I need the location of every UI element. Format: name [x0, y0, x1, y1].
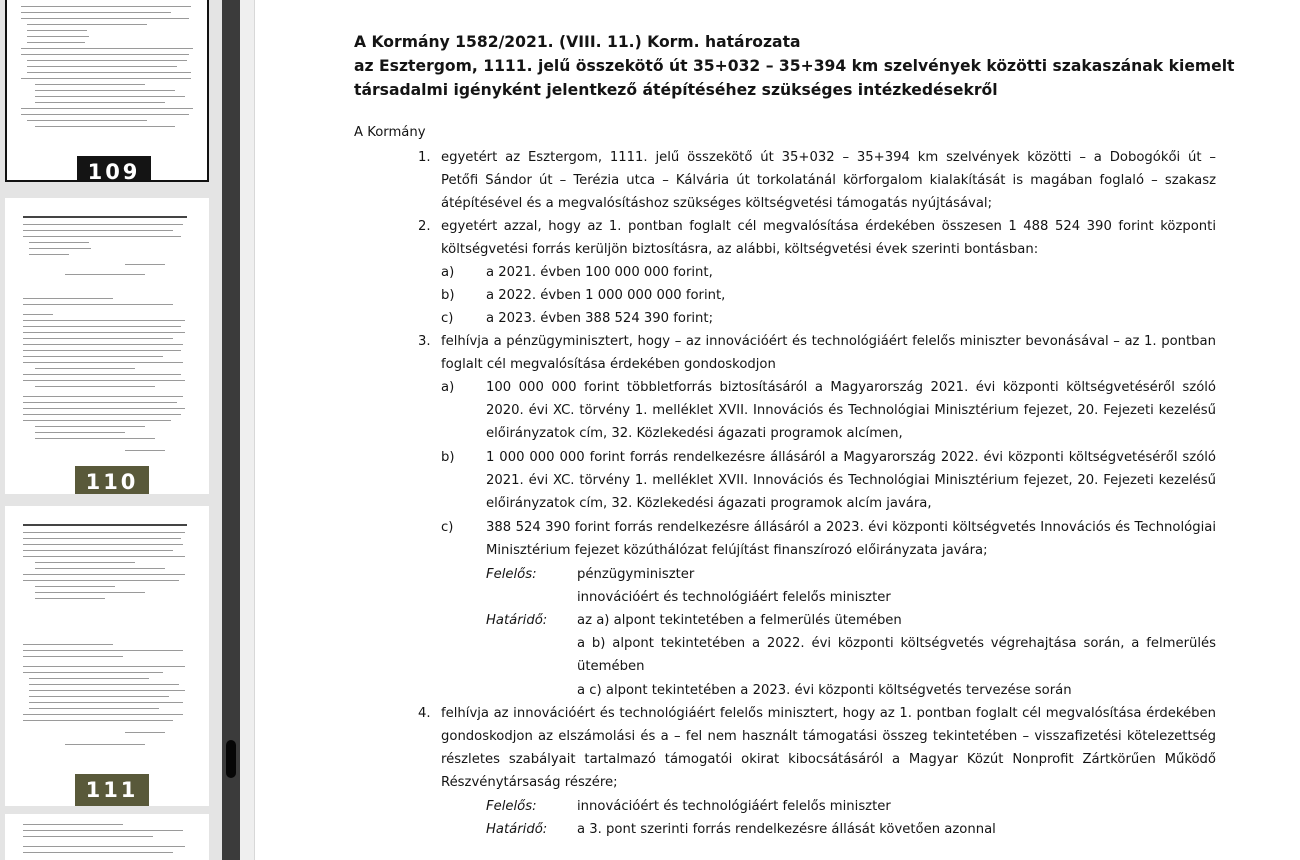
title-line: az Esztergom, 1111. jelű összekötő út 35+032 – 35+394 km szelvények közötti szakaszának kiemelt — [354, 57, 1235, 75]
thumbnail-sidebar — [0, 0, 222, 860]
sub-item-letter: b) — [441, 450, 455, 465]
item-text-line: foglalt cél megvalósítása érdekében gondoskodjon — [441, 357, 776, 372]
intro-text: A Kormány — [354, 125, 426, 140]
item-text-line: Petőfi Sándor út – Terézia utca – Kálvária út torkolatánál körforgalom kialakítását is magában foglaló – szakasz — [441, 173, 1216, 188]
item-number: 3. — [418, 334, 431, 349]
item-number: 1. — [418, 150, 431, 165]
item-text-line: költségvetési forrás kerüljön biztosításra, az alábbi, költségvetési évek szerinti bontásban: — [441, 242, 1039, 257]
responsible-value: innovációért és technológiáért felelős miniszter — [577, 590, 891, 605]
responsible-value: innovációért és technológiáért felelős miniszter — [577, 799, 891, 814]
item-text-line: részletes szabályait tartalmazó támogatói okirat kibocsátásáról a Magyar Közút Nonprofit Zártkörűen Működő — [441, 752, 1216, 767]
item-text-line: egyetért azzal, hogy az 1. pontban foglalt cél megvalósítása érdekében összesen 1 488 524 390 forint központi — [441, 219, 1216, 234]
sub-item-text: előirányzatok cím, 32. Közlekedési ágazati programok alcím javára, — [486, 496, 932, 511]
page-gutter — [240, 0, 255, 860]
page-number-label: 109 — [77, 156, 151, 182]
page-thumbnail-109[interactable] — [5, 0, 209, 182]
deadline-value: ütemében — [577, 659, 645, 674]
sub-item-letter: c) — [441, 520, 454, 535]
deadline-value: a b) alpont tekintetében a 2022. évi központi költségvetés végrehajtása során, a felmerülés — [577, 636, 1216, 651]
document-page — [256, 0, 1300, 860]
item-text-line: felhívja az innovációért és technológiáért felelős minisztert, hogy az 1. pontban foglalt cél megvalósítása érdekében — [441, 706, 1216, 721]
sub-item-letter: a) — [441, 380, 455, 395]
sub-item-letter: c) — [441, 311, 454, 326]
item-text-line: Részvénytársaság részére; — [441, 775, 618, 790]
sub-item-text: a 2023. évben 388 524 390 forint; — [486, 311, 714, 326]
item-text-line: átépítésével és a megvalósításhoz szükséges költségvetési támogatás nyújtásával; — [441, 196, 993, 211]
responsible-label: Felelős: — [486, 799, 537, 814]
deadline-label: Határidő: — [486, 613, 548, 628]
document-title — [354, 30, 1235, 102]
sidebar-scrollbar[interactable] — [222, 0, 240, 860]
title-line: társadalmi igényként jelentkező átépítéséhez szükséges intézkedésekről — [354, 81, 998, 99]
item-text-line: egyetért az Esztergom, 1111. jelű összekötő út 35+032 – 35+394 km szelvények közötti – a Dobogókői út – — [441, 150, 1216, 165]
page-thumbnail-111[interactable] — [5, 506, 209, 806]
sub-item-letter: a) — [441, 265, 455, 280]
sub-item-text: a 2021. évben 100 000 000 forint, — [486, 265, 713, 280]
page-thumbnail-112[interactable] — [5, 814, 209, 860]
sub-item-text: a 2022. évben 1 000 000 000 forint, — [486, 288, 726, 303]
item-text-line: gondoskodjon az elszámolási és a – fel nem használt támogatási összeg tekintetében – visszafizetési kötelezettség — [441, 729, 1216, 744]
page-thumbnail-110[interactable] — [5, 198, 209, 494]
sub-item-text: Minisztérium fejezet közúthálózat felújítást finanszírozó előirányzata javára; — [486, 543, 988, 558]
sub-item-text: 388 524 390 forint forrás rendelkezésre állásáról a 2023. évi központi költségvetés Innovációs és Technológiai — [486, 520, 1216, 535]
page-number-label: 111 — [75, 774, 149, 806]
page-number-label: 110 — [75, 466, 149, 494]
sub-item-text: 1 000 000 000 forint forrás rendelkezésre állásáról a Magyarország 2022. évi központi költségvetéséről szóló — [486, 450, 1216, 465]
responsible-label: Felelős: — [486, 567, 537, 582]
title-line: A Kormány 1582/2021. (VIII. 11.) Korm. határozata — [354, 33, 801, 51]
deadline-label: Határidő: — [486, 822, 548, 837]
item-number: 4. — [418, 706, 431, 721]
sub-item-text: 100 000 000 forint többletforrás biztosításáról a Magyarország 2021. évi központi költségvetéséről szóló — [486, 380, 1216, 395]
sub-item-text: 2021. évi XC. törvény 1. melléklet XVII. Innovációs és Technológiai Minisztérium fejezet, 20. Fejezeti kezelésű — [486, 473, 1216, 488]
sub-item-letter: b) — [441, 288, 455, 303]
sub-item-text: előirányzatok cím, 32. Közlekedési ágazati programok alcímen, — [486, 426, 903, 441]
deadline-value: az a) alpont tekintetében a felmerülés ütemében — [577, 613, 902, 628]
deadline-value: a c) alpont tekintetében a 2023. évi központi költségvetés tervezése során — [577, 683, 1072, 698]
item-text-line: felhívja a pénzügyminisztert, hogy – az innovációért és technológiáért felelős miniszter bevonásával – az 1. pontban — [441, 334, 1216, 349]
deadline-value: a 3. pont szerinti forrás rendelkezésre állását követően azonnal — [577, 822, 996, 837]
item-number: 2. — [418, 219, 431, 234]
scrollbar-thumb[interactable] — [226, 740, 236, 778]
responsible-value: pénzügyminiszter — [577, 567, 695, 582]
sub-item-text: 2020. évi XC. törvény 1. melléklet XVII. Innovációs és Technológiai Minisztérium fejezet, 20. Fejezeti kezelésű — [486, 403, 1216, 418]
